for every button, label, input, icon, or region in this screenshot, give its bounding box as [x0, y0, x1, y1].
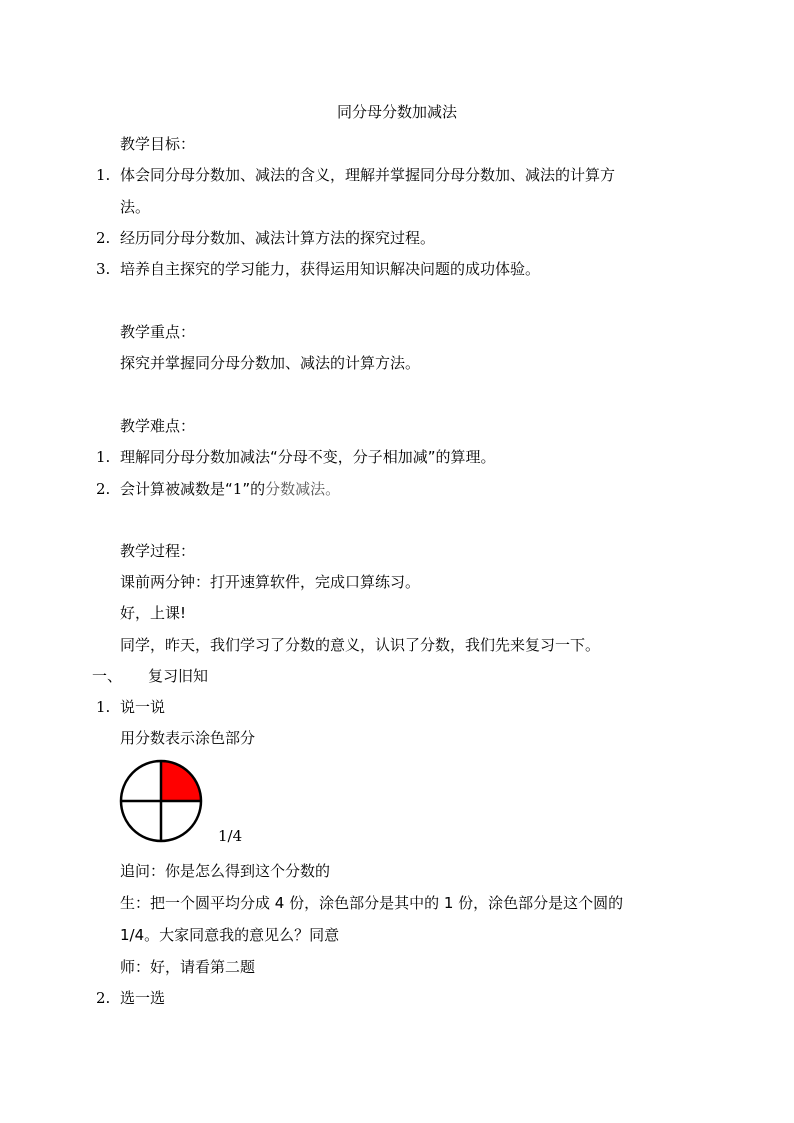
- process-heading: 教学过程：: [120, 542, 196, 560]
- difficulties-heading: 教学难点：: [120, 417, 196, 435]
- goal-3-text: 培养自主探究的学习能力，获得运用知识解决问题的成功体验。: [120, 260, 541, 278]
- difficulty-2-text-c: ”的: [242, 480, 266, 498]
- process-paragraph-1: 课前两分钟：打开速算软件，完成口算练习。: [120, 573, 421, 591]
- page-title: 同分母分数加减法: [336, 103, 457, 121]
- goals-heading: 教学目标：: [120, 135, 196, 153]
- key-points-text: 探究并掌握同分母分数加、减法的计算方法。: [120, 354, 421, 372]
- question-2-number: 2.: [96, 989, 111, 1007]
- section-1-title: 复习旧知: [148, 667, 209, 685]
- difficulty-1-text: 理解同分母分数加减法“分母不变，分子相加减”的算理。: [120, 448, 496, 466]
- student-answer-line-2: 1/4。大家同意我的意见么？同意: [120, 926, 340, 944]
- difficulty-2-number: 2.: [96, 480, 111, 498]
- key-points-heading: 教学重点：: [120, 323, 196, 341]
- difficulty-1-number: 1.: [96, 448, 111, 466]
- section-1-number: 一、: [92, 667, 123, 685]
- difficulty-2-text-d: 分数减法。: [265, 480, 341, 498]
- question-1-number: 1.: [96, 698, 111, 716]
- goal-2-number: 2.: [96, 229, 111, 247]
- goal-1-text-cont: 法。: [120, 198, 151, 216]
- difficulty-2-text-one: 1: [232, 480, 243, 498]
- goal-3-number: 3.: [96, 260, 111, 278]
- teacher-line: 师：好，请看第二题: [120, 958, 256, 976]
- question-1-prompt: 用分数表示涂色部分: [120, 729, 256, 747]
- difficulty-2-text-a: 会计算被减数是“: [120, 480, 233, 498]
- question-1-title: 说一说: [120, 698, 166, 716]
- question-2-title: 选一选: [120, 989, 166, 1007]
- followup-question: 追问：你是怎么得到这个分数的: [120, 862, 331, 880]
- process-paragraph-3: 同学，昨天，我们学习了分数的意义，认识了分数，我们先来复习一下。: [120, 636, 601, 654]
- goal-2-text: 经历同分母分数加、减法计算方法的探究过程。: [120, 229, 436, 247]
- difficulty-2-text: [120, 479, 340, 499]
- process-paragraph-2: 好，上课!: [120, 604, 187, 622]
- goal-1-number: 1.: [96, 166, 111, 184]
- pie-fraction-label: 1/4: [218, 827, 243, 845]
- student-answer-line-1: 生：把一个圆平均分成 4 份，涂色部分是其中的 1 份，涂色部分是这个圆的: [120, 894, 624, 912]
- goal-1-text: 体会同分母分数加、减法的含义，理解并掌握同分母分数加、减法的计算方: [120, 166, 616, 184]
- fraction-pie: [119, 759, 203, 843]
